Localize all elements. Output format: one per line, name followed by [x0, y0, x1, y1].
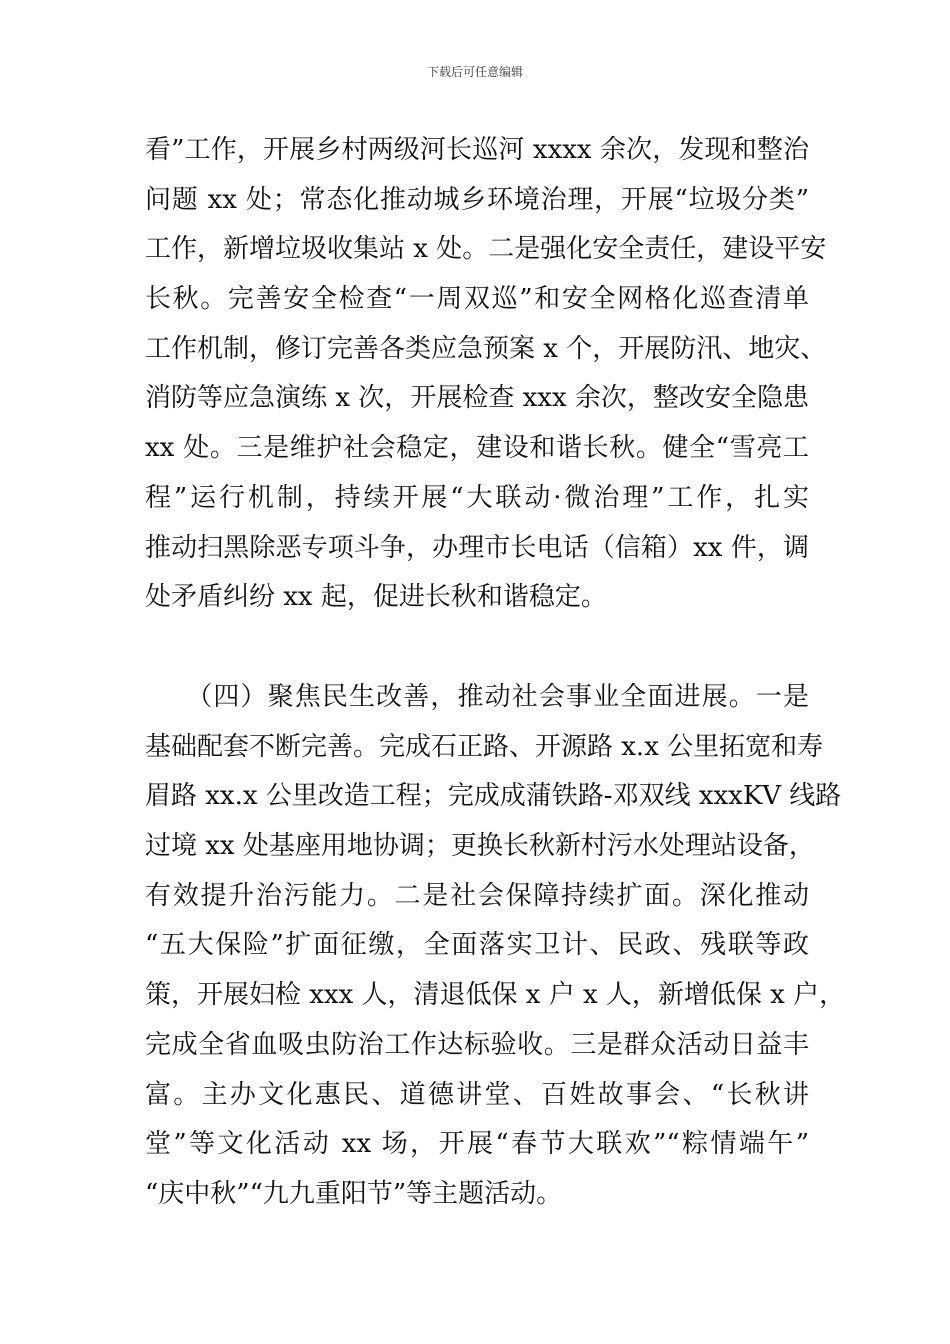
text-line: xx 处。三是维护社会稳定，建设和谐长秋。健全“雪亮工: [145, 433, 809, 464]
text-line: 富。主办文化惠民、道德讲堂、百姓故事会、“长秋讲: [145, 1079, 809, 1110]
text-line: 问题 xx 处；常态化推动城乡环境治理，开展“垃圾分类”: [145, 184, 809, 215]
text-line: 策，开展妇检 xxx 人，清退低保 x 户 x 人，新增低保 x 户，: [145, 980, 846, 1011]
paragraph-2: [145, 673, 846, 1220]
text-line: 工作机制，修订完善各类应急预案 x 个，开展防汛、地灾、: [145, 333, 827, 364]
text-line: 有效提升治污能力。二是社会保障持续扩面。深化推动: [145, 880, 809, 911]
text-line: 程”运行机制，持续开展“大联动·微治理”工作，扎实: [145, 482, 809, 513]
text-line: 看”工作，开展乡村两级河长巡河 xxxx 余次，发现和整治: [145, 135, 809, 165]
text-line: 长秋。完善安全检查“一周双巡”和安全网格化巡查清单: [145, 284, 809, 315]
text-line: “庆中秋”“九九重阳节”等主题活动。: [145, 1178, 563, 1209]
paragraph-1: [145, 126, 827, 623]
text-line: 推动扫黑除恶专项斗争，办理市长电话（信箱）xx 件，调: [145, 532, 809, 563]
text-line: 工作，新增垃圾收集站 x 处。二是强化安全责任，建设平安: [145, 234, 827, 265]
page-header: 下载后可任意编辑: [426, 65, 523, 79]
text-line: 堂”等文化活动 xx 场，开展“春节大联欢”“粽情端午”: [145, 1129, 809, 1160]
text-line: “五大保险”扩面征缴，全面落实卫计、民政、残联等政: [145, 930, 809, 961]
text-line: 处矛盾纠纷 xx 起，促进长秋和谐稳定。: [145, 582, 607, 613]
text-line: （四）聚焦民生改善，推动社会事业全面进展。一是: [145, 682, 809, 712]
text-line: 完成全省血吸虫防治工作达标验收。三是群众活动日益丰: [145, 1029, 809, 1060]
text-line: 基础配套不断完善。完成石正路、开源路 x.x 公里拓宽和寿: [145, 731, 824, 762]
text-line: 眉路 xx.x 公里改造工程；完成成蒲铁路-邓双线 xxxKV 线路: [145, 781, 842, 812]
text-line: 过境 xx 处基座用地协调；更换长秋新村污水处理站设备，: [145, 831, 815, 862]
text-line: 消防等应急演练 x 次，开展检查 xxx 余次，整改安全隐患: [145, 383, 809, 414]
